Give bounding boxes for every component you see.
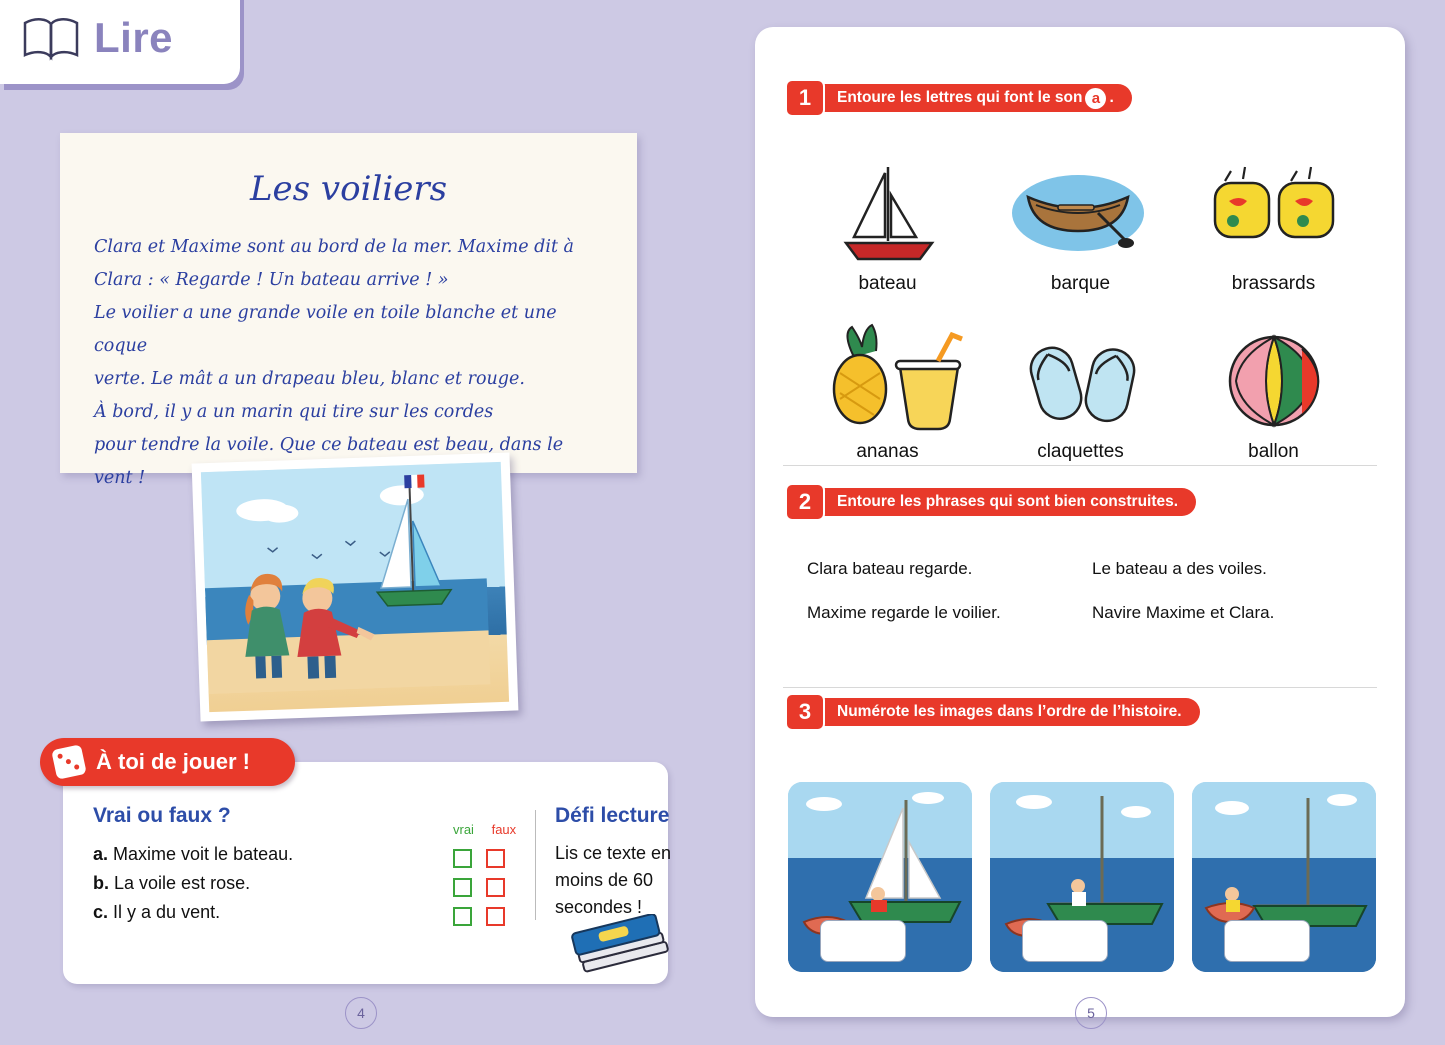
dice-icon bbox=[51, 744, 87, 780]
right-page bbox=[755, 27, 1405, 1017]
checkbox-faux-c[interactable] bbox=[486, 907, 505, 926]
word-label: ballon bbox=[1248, 441, 1299, 462]
defi-lecture-block bbox=[555, 804, 705, 921]
order-input-2[interactable] bbox=[1022, 920, 1108, 962]
checkbox-faux-a[interactable] bbox=[486, 849, 505, 868]
game-card bbox=[63, 762, 672, 984]
sentence-option[interactable]: Clara bateau regarde. bbox=[807, 559, 973, 578]
item-letter: a. bbox=[93, 844, 109, 864]
word-cell-claquettes[interactable] bbox=[984, 323, 1177, 463]
sentence-row-1 bbox=[807, 559, 1377, 579]
order-image-2 bbox=[990, 782, 1174, 972]
checkbox-row bbox=[453, 902, 505, 931]
item-text: Maxime voit le bateau. bbox=[113, 844, 294, 864]
checkbox-row bbox=[453, 844, 505, 873]
exercise-3-label: Numérote les images dans l’ordre de l’histoire. bbox=[811, 698, 1200, 726]
item-letter: c. bbox=[93, 902, 109, 922]
word-label: bateau bbox=[858, 273, 917, 294]
sentence-option[interactable]: Le bateau a des voiles. bbox=[1092, 559, 1267, 578]
list-item bbox=[93, 869, 473, 898]
story-line: pour tendre la voile. Que ce bateau est beau, dans le vent ! bbox=[94, 435, 564, 488]
beach-scene-illustration bbox=[201, 462, 509, 712]
banner-label: À toi de jouer ! bbox=[96, 749, 250, 774]
story-line: Clara et Maxime sont au bord de la mer. Maxime dit à bbox=[94, 237, 574, 257]
defi-text: Lis ce texte en moins de 60 secondes ! bbox=[555, 843, 672, 917]
vrai-faux-questions bbox=[93, 840, 473, 927]
story-card bbox=[60, 133, 637, 488]
order-image-row bbox=[788, 782, 1376, 972]
order-input-3[interactable] bbox=[1224, 920, 1310, 962]
order-input-1[interactable] bbox=[820, 920, 906, 962]
story-line: Clara : « Regarde ! Un bateau arrive ! » bbox=[94, 270, 449, 290]
divider-1 bbox=[783, 465, 1377, 466]
sentence-grid bbox=[807, 559, 1377, 647]
word-label: claquettes bbox=[1037, 441, 1124, 462]
open-book-icon bbox=[22, 15, 80, 61]
order-image-1 bbox=[788, 782, 972, 972]
story-line: verte. Le mât a un drapeau bleu, blanc et rouge. bbox=[94, 369, 525, 389]
story-line: À bord, il y a un marin qui tire sur les cordes bbox=[94, 402, 494, 422]
flipflops-icon bbox=[984, 323, 1177, 435]
exercise-1-number: 1 bbox=[785, 79, 825, 117]
vrai-faux-block bbox=[93, 804, 473, 927]
item-text: Il y a du vent. bbox=[113, 902, 221, 922]
exercise-1-header bbox=[785, 81, 1132, 115]
word-label: brassards bbox=[1231, 273, 1316, 294]
defi-title: Défi lecture bbox=[555, 804, 670, 827]
sound-badge: a bbox=[1085, 88, 1106, 109]
story-photo bbox=[192, 453, 519, 722]
vrai-faux-title: Vrai ou faux ? bbox=[93, 804, 231, 827]
word-row-2 bbox=[791, 323, 1371, 463]
story-line: Le voilier a une grande voile en toile blanche et une coque bbox=[94, 303, 557, 356]
word-cell-bateau[interactable] bbox=[791, 155, 984, 295]
order-image-3 bbox=[1192, 782, 1376, 972]
word-label: barque bbox=[1050, 273, 1111, 294]
word-picture-grid bbox=[791, 155, 1371, 463]
page-number-left: 4 bbox=[345, 997, 377, 1029]
rowboat-icon bbox=[984, 155, 1177, 267]
divider-2 bbox=[783, 687, 1377, 688]
column-faux: faux bbox=[491, 822, 517, 837]
vrai-faux-columns bbox=[453, 822, 516, 837]
exercise-3-number: 3 bbox=[785, 693, 825, 731]
section-header-lire bbox=[0, 0, 240, 84]
sailboat-icon bbox=[791, 155, 984, 267]
left-page bbox=[0, 0, 700, 1045]
word-label: ananas bbox=[856, 441, 919, 462]
exercise-3-header bbox=[785, 695, 1200, 729]
word-cell-ballon[interactable] bbox=[1177, 323, 1370, 463]
checkbox-row bbox=[453, 873, 505, 902]
word-cell-barque[interactable] bbox=[984, 155, 1177, 295]
checkbox-faux-b[interactable] bbox=[486, 878, 505, 897]
exercise-1-text-end: . bbox=[1109, 89, 1114, 106]
item-text: La voile est rose. bbox=[114, 873, 251, 893]
vertical-divider bbox=[535, 810, 536, 920]
exercise-1-text: Entoure les lettres qui font le son bbox=[837, 89, 1083, 106]
checkbox-vrai-c[interactable] bbox=[453, 907, 472, 926]
page-number-right: 5 bbox=[1075, 997, 1107, 1029]
list-item bbox=[93, 840, 473, 869]
sentence-row-2 bbox=[807, 603, 1377, 623]
page-title: Lire bbox=[94, 14, 174, 61]
list-item bbox=[93, 898, 473, 927]
story-body bbox=[94, 231, 603, 495]
item-letter: b. bbox=[93, 873, 109, 893]
exercise-2-label: Entoure les phrases qui sont bien construites. bbox=[811, 488, 1196, 516]
beachball-icon bbox=[1177, 323, 1370, 435]
word-cell-brassards[interactable] bbox=[1177, 155, 1370, 295]
checkbox-vrai-b[interactable] bbox=[453, 878, 472, 897]
word-cell-ananas[interactable] bbox=[791, 323, 984, 463]
a-toi-de-jouer-banner bbox=[40, 738, 295, 786]
exercise-1-label bbox=[811, 84, 1132, 112]
exercise-2-number: 2 bbox=[785, 483, 825, 521]
sentence-option[interactable]: Navire Maxime et Clara. bbox=[1092, 603, 1275, 622]
story-title: Les voiliers bbox=[249, 169, 448, 209]
vrai-faux-checkboxes bbox=[453, 844, 505, 931]
sentence-option[interactable]: Maxime regarde le voilier. bbox=[807, 603, 1001, 622]
word-row-1 bbox=[791, 155, 1371, 295]
book-stack-icon bbox=[558, 914, 688, 980]
column-vrai: vrai bbox=[453, 822, 474, 837]
exercise-2-header bbox=[785, 485, 1196, 519]
armbands-icon bbox=[1177, 155, 1370, 267]
checkbox-vrai-a[interactable] bbox=[453, 849, 472, 868]
pineapple-juice-icon bbox=[791, 323, 984, 435]
